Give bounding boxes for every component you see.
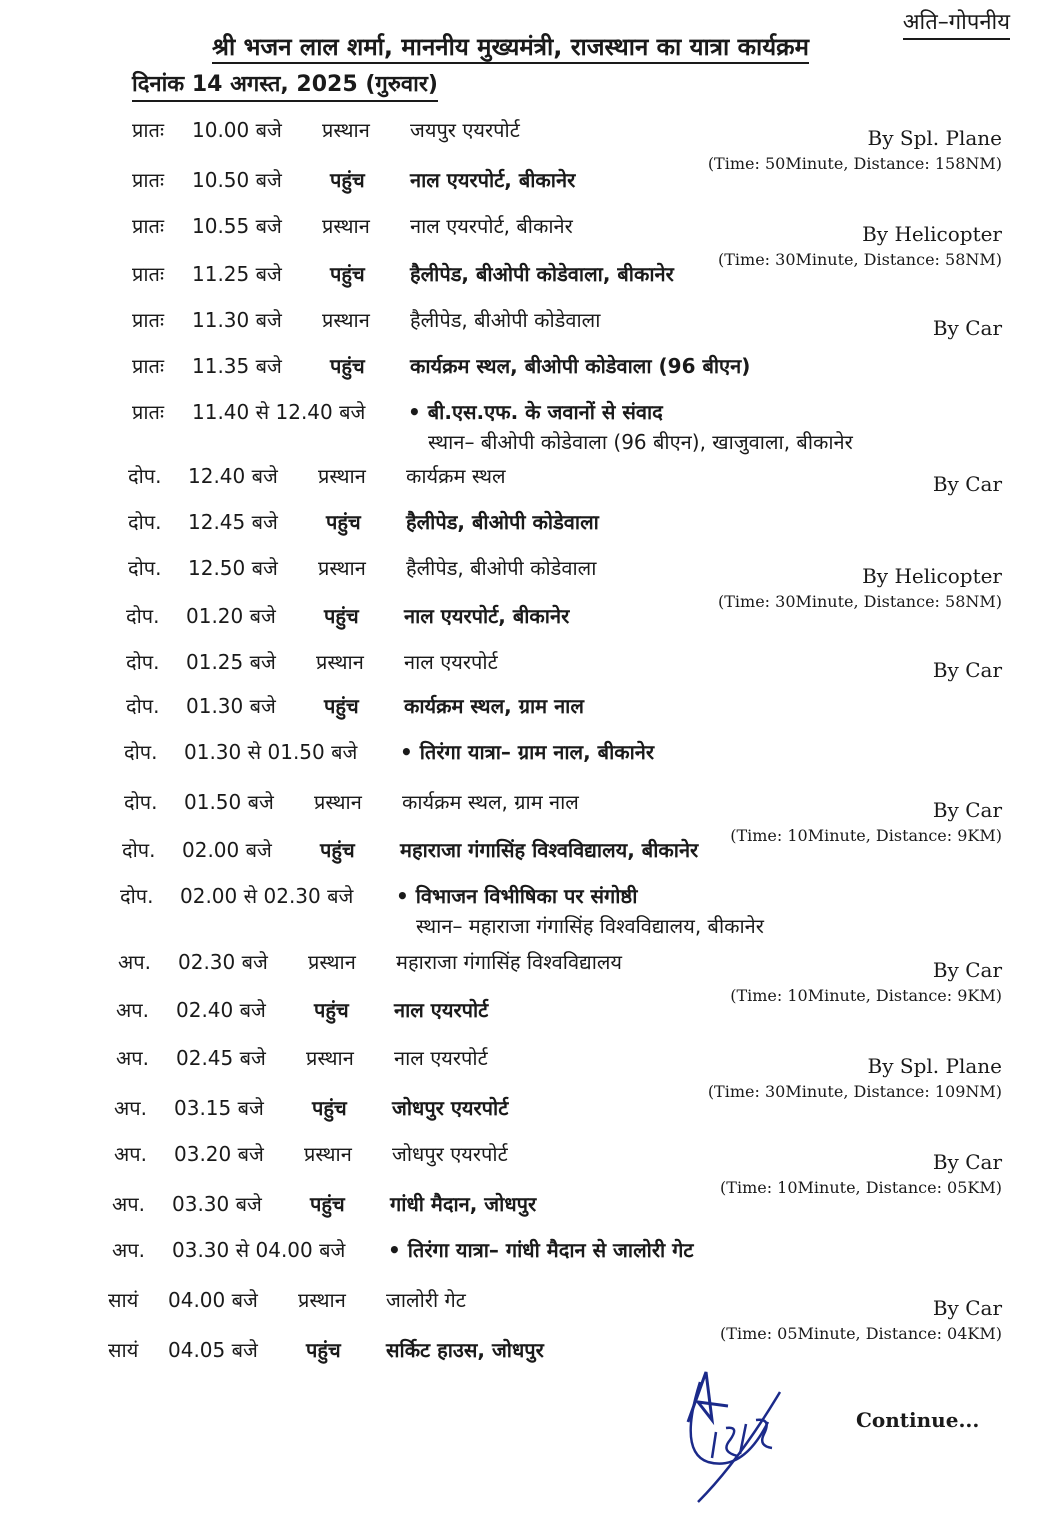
row-time: 10.55 बजे: [192, 214, 282, 238]
row-time: 11.30 बजे: [192, 308, 282, 332]
document-title: श्री भजन लाल शर्मा, माननीय मुख्यमंत्री, राजस्थान का यात्रा कार्यक्रम: [212, 32, 809, 64]
row-place: नाल एयरपोर्ट: [394, 1046, 488, 1070]
row-travel-mode: By Helicopter: [862, 564, 1002, 588]
row-place: गांधी मैदान, जोधपुर: [390, 1192, 537, 1216]
row-action: पहुंच: [326, 510, 361, 534]
row-place: जोधपुर एयरपोर्ट: [392, 1142, 508, 1166]
schedule-row: [0, 462, 1058, 502]
row-time: 11.35 बजे: [192, 354, 282, 378]
row-place: कार्यक्रम स्थल, बीओपी कोडेवाला (96 बीएन): [410, 354, 751, 378]
row-place: महाराजा गंगासिंह विश्वविद्यालय: [396, 950, 623, 974]
row-event: • तिरंगा यात्रा– ग्राम नाल, बीकानेर: [400, 740, 655, 764]
schedule-row: [0, 602, 1058, 642]
row-travel-detail: (Time: 05Minute, Distance: 04KM): [720, 1324, 1002, 1343]
row-period: अप.: [112, 1192, 145, 1216]
row-period: दोप.: [120, 884, 154, 908]
row-travel-mode: By Car: [932, 958, 1002, 982]
document-date: दिनांक 14 अगस्त, 2025 (गुरुवार): [132, 70, 438, 102]
schedule-row: [0, 738, 1058, 778]
row-place: हैलीपेड, बीओपी कोडेवाला: [410, 308, 601, 332]
row-travel-detail: (Time: 10Minute, Distance: 9KM): [730, 986, 1002, 1005]
row-time: 10.50 बजे: [192, 168, 282, 192]
row-travel-mode: By Car: [932, 1296, 1002, 1320]
row-time: 04.00 बजे: [168, 1288, 258, 1312]
row-action: पहुंच: [324, 694, 359, 718]
schedule-row: [0, 166, 1058, 206]
schedule-row: [0, 1336, 1058, 1376]
schedule-row: [0, 996, 1058, 1036]
row-period: दोप.: [124, 740, 158, 764]
row-action: पहुंच: [312, 1096, 347, 1120]
signature-icon: [668, 1362, 798, 1512]
schedule-row: [0, 508, 1058, 548]
schedule-row: [0, 788, 1058, 845]
row-travel-detail: (Time: 50Minute, Distance: 158NM): [707, 154, 1002, 173]
row-travel-detail: (Time: 30Minute, Distance: 58NM): [717, 592, 1002, 611]
row-travel-mode: By Car: [932, 472, 1002, 496]
row-time: 04.05 बजे: [168, 1338, 258, 1362]
row-place: कार्यक्रम स्थल, ग्राम नाल: [404, 694, 584, 718]
row-time: 02.30 बजे: [178, 950, 268, 974]
schedule-row: [0, 1094, 1058, 1134]
row-travel-detail: (Time: 30Minute, Distance: 58NM): [717, 250, 1002, 269]
row-action: प्रस्थान: [298, 1288, 346, 1312]
row-time: 01.30 बजे: [186, 694, 276, 718]
row-time: 01.50 बजे: [184, 790, 274, 814]
row-time: 12.45 बजे: [188, 510, 278, 534]
row-time: 10.00 बजे: [192, 118, 282, 142]
row-action: पहुंच: [330, 262, 365, 286]
row-place: हैलीपेड, बीओपी कोडेवाला: [406, 510, 599, 534]
row-time: 12.40 बजे: [188, 464, 278, 488]
row-period: दोप.: [124, 790, 158, 814]
row-period: प्रातः: [132, 214, 164, 238]
row-time: 11.25 बजे: [192, 262, 282, 286]
row-travel-mode: By Car: [932, 1150, 1002, 1174]
row-time: 02.00 से 02.30 बजे: [180, 884, 354, 908]
row-venue: स्थान– बीओपी कोडेवाला (96 बीएन), खाजुवाला, बीकानेर: [428, 430, 853, 454]
row-period: प्रातः: [132, 262, 164, 286]
row-venue: स्थान– महाराजा गंगासिंह विश्वविद्यालय, बीकानेर: [416, 914, 764, 938]
row-period: प्रातः: [132, 354, 164, 378]
schedule-row: [0, 554, 1058, 611]
row-action: प्रस्थान: [318, 556, 366, 580]
row-travel-mode: By Spl. Plane: [867, 126, 1002, 150]
row-period: सायं: [108, 1288, 139, 1312]
row-period: दोप.: [128, 556, 162, 580]
row-time: 01.20 बजे: [186, 604, 276, 628]
row-action: पहुंच: [330, 354, 365, 378]
row-travel-mode: By Spl. Plane: [867, 1054, 1002, 1078]
row-action: प्रस्थान: [314, 790, 362, 814]
schedule-row: [0, 398, 1058, 454]
row-action: प्रस्थान: [322, 308, 370, 332]
row-place: नाल एयरपोर्ट: [394, 998, 489, 1022]
row-travel-detail: (Time: 30Minute, Distance: 109NM): [707, 1082, 1002, 1101]
row-action: प्रस्थान: [306, 1046, 354, 1070]
row-place: कार्यक्रम स्थल, ग्राम नाल: [402, 790, 579, 814]
row-time: 12.50 बजे: [188, 556, 278, 580]
row-place: नाल एयरपोर्ट, बीकानेर: [404, 604, 570, 628]
row-place: जयपुर एयरपोर्ट: [410, 118, 520, 142]
row-period: अप.: [118, 950, 151, 974]
row-time: 02.00 बजे: [182, 838, 272, 862]
row-period: दोप.: [126, 650, 160, 674]
schedule-row: [0, 116, 1058, 173]
row-travel-detail: (Time: 10Minute, Distance: 9KM): [730, 826, 1002, 845]
row-place: नाल एयरपोर्ट, बीकानेर: [410, 168, 576, 192]
row-period: अप.: [116, 1046, 149, 1070]
schedule-row: [0, 648, 1058, 688]
row-time: 01.25 बजे: [186, 650, 276, 674]
row-period: अप.: [116, 998, 149, 1022]
row-period: दोप.: [128, 510, 162, 534]
row-travel-mode: By Car: [932, 798, 1002, 822]
row-action: प्रस्थान: [318, 464, 366, 488]
row-travel-mode: By Helicopter: [862, 222, 1002, 246]
schedule-row: [0, 692, 1058, 732]
row-place: नाल एयरपोर्ट: [404, 650, 498, 674]
row-time: 01.30 से 01.50 बजे: [184, 740, 358, 764]
row-place: सर्किट हाउस, जोधपुर: [386, 1338, 544, 1362]
row-action: पहुंच: [310, 1192, 345, 1216]
row-time: 03.15 बजे: [174, 1096, 264, 1120]
row-place: कार्यक्रम स्थल: [406, 464, 506, 488]
row-period: अप.: [114, 1096, 147, 1120]
row-travel-mode: By Car: [932, 658, 1002, 682]
row-event: • बी.एस.एफ. के जवानों से संवाद: [408, 400, 663, 424]
schedule-row: [0, 1140, 1058, 1197]
row-action: पहुंच: [314, 998, 349, 1022]
row-period: दोप.: [126, 694, 160, 718]
schedule-row: [0, 352, 1058, 392]
row-period: प्रातः: [132, 168, 164, 192]
schedule-row: [0, 306, 1058, 346]
row-action: पहुंच: [324, 604, 359, 628]
row-action: प्रस्थान: [322, 118, 370, 142]
row-period: सायं: [108, 1338, 139, 1362]
row-action: पहुंच: [306, 1338, 341, 1362]
row-place: जालोरी गेट: [386, 1288, 466, 1312]
row-action: पहुंच: [320, 838, 355, 862]
row-period: प्रातः: [132, 308, 164, 332]
row-travel-mode: By Car: [932, 316, 1002, 340]
schedule-row: [0, 948, 1058, 1005]
row-place: हैलीपेड, बीओपी कोडेवाला: [406, 556, 597, 580]
row-event: • विभाजन विभीषिका पर संगोष्ठी: [396, 884, 638, 908]
row-action: प्रस्थान: [304, 1142, 352, 1166]
row-period: प्रातः: [132, 118, 164, 142]
row-time: 03.30 से 04.00 बजे: [172, 1238, 346, 1262]
schedule-row: [0, 1190, 1058, 1230]
schedule-row: [0, 882, 1058, 938]
row-time: 03.30 बजे: [172, 1192, 262, 1216]
row-action: पहुंच: [330, 168, 365, 192]
row-place: जोधपुर एयरपोर्ट: [392, 1096, 509, 1120]
row-time: 02.40 बजे: [176, 998, 266, 1022]
schedule-row: [0, 1236, 1058, 1276]
row-time: 03.20 बजे: [174, 1142, 264, 1166]
schedule-row: [0, 1286, 1058, 1343]
row-action: प्रस्थान: [308, 950, 356, 974]
row-period: प्रातः: [132, 400, 164, 424]
continue-label: Continue...: [856, 1408, 980, 1432]
row-place: नाल एयरपोर्ट, बीकानेर: [410, 214, 573, 238]
row-action: प्रस्थान: [316, 650, 364, 674]
row-travel-detail: (Time: 10Minute, Distance: 05KM): [720, 1178, 1002, 1197]
schedule-row: [0, 1044, 1058, 1101]
row-period: अप.: [112, 1238, 145, 1262]
schedule-row: [0, 836, 1058, 876]
row-period: अप.: [114, 1142, 147, 1166]
row-action: प्रस्थान: [322, 214, 370, 238]
schedule-row: [0, 212, 1058, 269]
row-period: दोप.: [126, 604, 160, 628]
row-time: 02.45 बजे: [176, 1046, 266, 1070]
schedule-row: [0, 260, 1058, 300]
row-place: हैलीपेड, बीओपी कोडेवाला, बीकानेर: [410, 262, 674, 286]
row-period: दोप.: [122, 838, 156, 862]
row-period: दोप.: [128, 464, 162, 488]
row-event: • तिरंगा यात्रा– गांधी मैदान से जालोरी गेट: [388, 1238, 694, 1262]
row-place: महाराजा गंगासिंह विश्वविद्यालय, बीकानेर: [400, 838, 699, 862]
row-time: 11.40 से 12.40 बजे: [192, 400, 366, 424]
classification-label: अति–गोपनीय: [903, 6, 1010, 40]
